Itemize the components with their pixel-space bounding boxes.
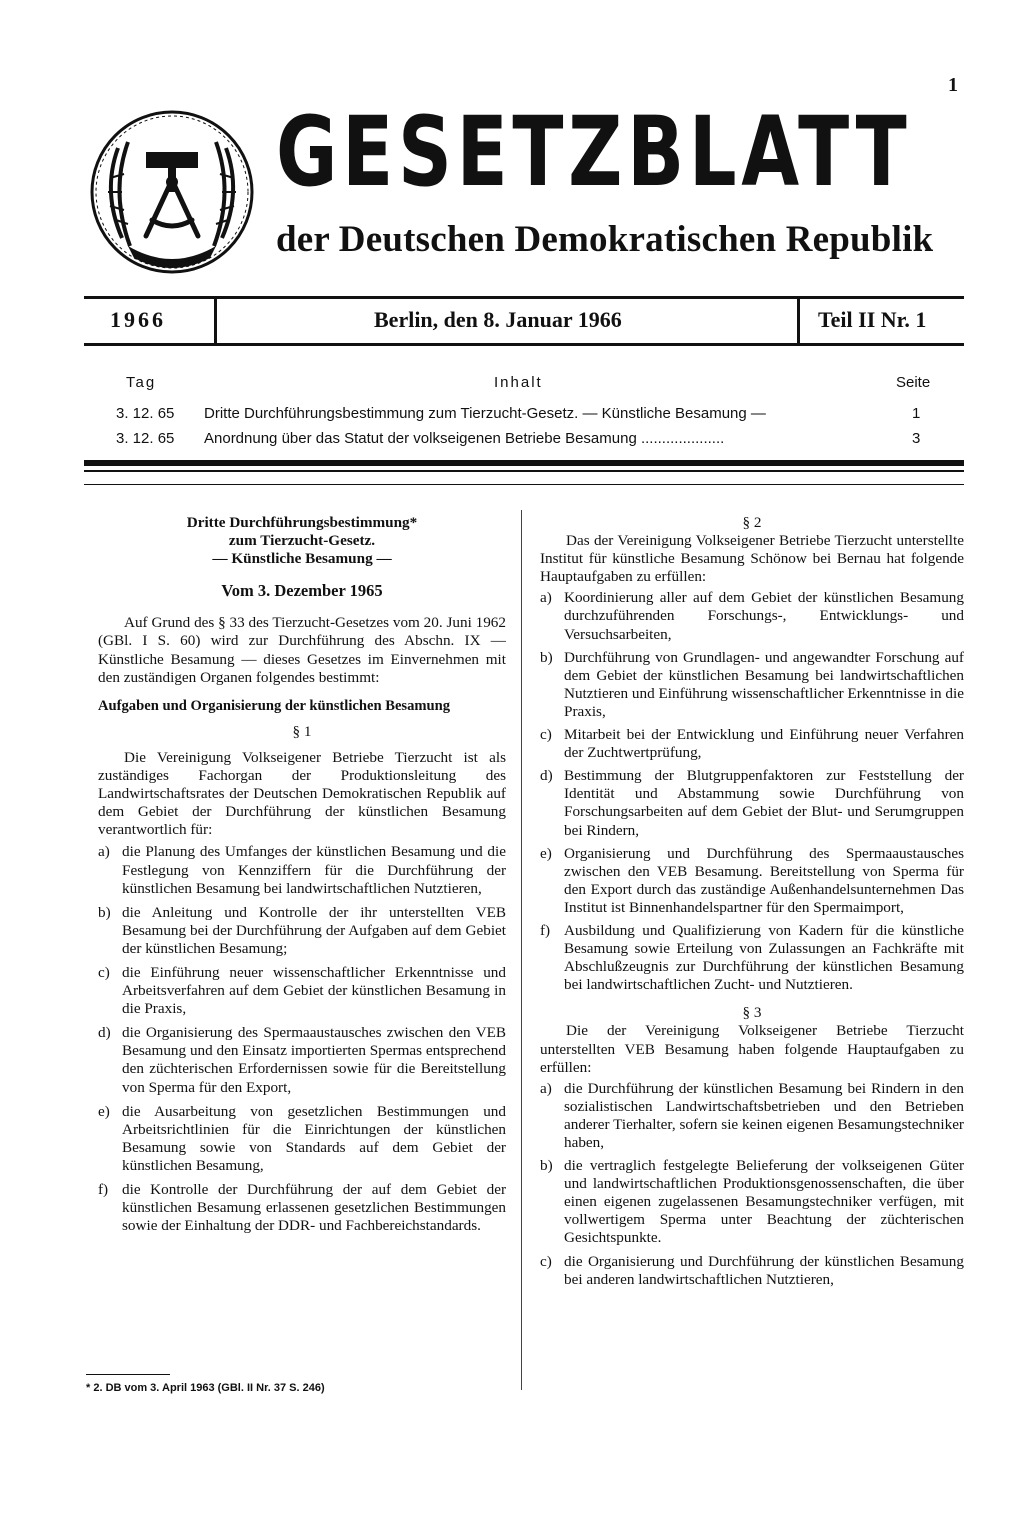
section-rule [84,484,964,485]
masthead-divider-right [797,299,800,343]
toc-row-text: Anordnung über das Statut der volkseigenen Betriebe Besamung .................... [204,430,725,447]
list-item: e) Organisierung und Durchführung des Spermaaustausches zwischen den VEB Besamung. Bereitstellung von Sperma für den Export durch das zuständige Außenhandelsunternehmen Das Institut ist Binnenhandelspartner für den Spermaimport, [540,844,964,916]
regulation-title: Dritte Durchführungsbestimmung* [186,514,418,531]
list-item: e) die Ausarbeitung von gesetzlichen Bestimmungen und Arbeitsrichtlinien für die Einrichtungen der künstlichen Besamung sowie von Standards auf dem Gebiet der künstlichen Besamung, [98,1102,506,1174]
list-item: a) Koordinierung aller auf dem Gebiet der künstlichen Besamung durchzuführenden Forschungs-, Entwicklungs- und Versuchsarbeiten, [540,589,964,643]
footnote-rule [86,1374,170,1375]
list-item: c) Mitarbeit bei der Entwicklung und Einführung neuer Verfahren der Zuchtwertprüfung, [540,726,964,762]
paragraph-mark-3: § 3 [742,1004,762,1022]
list-item: b) die vertraglich festgelegte Belieferung der volkseigenen Güter und landwirtschaftlichen Produktionsgenossenschaften, die über einen eigenen zugelassenen Besamungstechniker verfügen, mit vollwertigem Sperma unter Beachtung der züchterischen Gesichtspunkte. [540,1157,964,1247]
toc-bottom-rule-thin [84,470,964,472]
section-heading: Aufgaben und Organisierung der künstlichen Besamung [98,697,451,714]
column-divider [521,510,522,1390]
state-emblem-icon [88,108,256,276]
paragraph-3-intro: Die der Vereinigung Volkseigener Betriebe Tierzucht unterstellten VEB Besamung haben folgende Hauptaufgaben zu erfüllen: [540,1022,964,1076]
masthead-bottom-rule [84,343,964,346]
toc-header-page: Seite [896,374,931,391]
toc-row-date: 3. 12. 65 [116,430,175,447]
masthead-date: Berlin, den 8. Januar 1966 [374,307,622,332]
masthead-year: 1966 [110,307,166,332]
paragraph-mark-1: § 1 [292,722,312,740]
toc-bottom-rule [84,460,964,466]
masthead-issue: Teil II Nr. 1 [818,307,927,332]
preamble: Auf Grund des § 33 des Tierzucht-Gesetzes vom 20. Juni 1962 (GBl. I S. 60) wird zur Durchführung des Abschn. IX — Künstliche Besamung — dieses Gesetzes im Einvernehmen mit den zuständigen Organen folgendes bestimmt: [98,614,506,686]
right-column [540,514,964,1289]
list-item: a) die Durchführung der künstlichen Besamung bei Rindern in den sozialistischen Landwirtschaftsbetrieben und den Betrieben anderer Tierhalter, sofern sie keinen eigenen Besamungstechniker haben, [540,1079,964,1151]
list-item: c) die Einführung neuer wissenschaftlicher Erkenntnisse und Arbeitsverfahren auf dem Gebiet der künstlichen Besamung in die Praxis, [98,963,506,1018]
toc-row-date: 3. 12. 65 [116,405,175,422]
paragraph-mark-2: § 2 [742,514,762,531]
regulation-date: Vom 3. Dezember 1965 [221,581,383,601]
left-column [98,514,506,1235]
toc-row-page: 3 [912,430,921,447]
toc-row-text: Dritte Durchführungsbestimmung zum Tierzucht-Gesetz. — Künstliche Besamung — [204,405,766,422]
list-item: f) die Kontrolle der Durchführung der auf dem Gebiet der künstlichen Besamung erlassenen gesetzlichen Bestimmungen sowie der Einhaltung der DDR- und Fachbereichstandards. [98,1181,506,1235]
toc-header-day: Tag [126,374,157,391]
list-item: d) die Organisierung des Spermaaustausches zwischen den VEB Besamung und den Einsatz importierten Spermas entsprechend den züchterischen Erfordernissen sowie für die Bereitstellung von Sperma für den Export, [98,1024,506,1096]
toc-header-content: Inhalt [494,374,543,391]
regulation-subtitle: — Künstliche Besamung — [212,550,392,568]
list-item: d) Bestimmung der Blutgruppenfaktoren zur Feststellung der Identität und Abstammung sowie Durchführung von Forschungsarbeiten auf dem Gebiet der Blut- und Serumgruppen bei Rindern, [540,767,964,839]
paragraph-2-intro: Das der Vereinigung Volkseigener Betriebe Tierzucht unterstellte Institut für künstliche Besamung Schönow bei Bernau hat folgende Hauptaufgaben zu erfüllen: [540,532,964,586]
list-item: a) die Planung des Umfanges der künstlichen Besamung und die Festlegung von Kennziffern für die Durchführung der künstlichen Besamung bei landwirtschaftlichen Nutztieren, [98,843,506,897]
paragraph-1-intro: Die Vereinigung Volkseigener Betriebe Tierzucht ist als zuständiges Fachorgan der Produktionsleitung des Landwirtschaftsrates der Deutschen Demokratischen Republik auf dem Gebiet der Durchführung der künstlichen Besamung verantwortlich für: [98,748,506,839]
list-item: b) die Anleitung und Kontrolle der ihr unterstellten VEB Besamung bei der Durchführung der Aufgaben auf dem Gebiet der künstlichen Besamung; [98,903,506,957]
regulation-title-line2: zum Tierzucht-Gesetz. [228,532,376,550]
list-item: b) Durchführung von Grundlagen- und angewandter Forschung auf dem Gebiet der künstlichen Besamung bei landwirtschaftlichen Nutztieren und Einführung wissenschaftlicher Erkenntnisse in die Praxis, [540,648,964,720]
gazette-subtitle: der Deutschen Demokratischen Republik [276,219,934,260]
list-item: f) Ausbildung und Qualifizierung von Kadern für die künstliche Besamung sowie Erteilung von Zulassungen an Fachkräfte mit Abschlußzeugnis zur Durchführung der künstlichen Besamung bei landwirtschaftlichen Zucht- und Nutztieren. [540,921,964,994]
gazette-title: GESETZBLATT [276,96,912,208]
masthead-divider-left [214,299,217,343]
toc-row-page: 1 [912,405,921,422]
footnote: * 2. DB vom 3. April 1963 (GBl. II Nr. 37 S. 246) [86,1382,325,1394]
page-number: 1 [948,74,958,96]
list-item: c) die Organisierung und Durchführung der künstlichen Besamung bei anderen landwirtschaftlichen Nutztieren, [540,1252,964,1288]
